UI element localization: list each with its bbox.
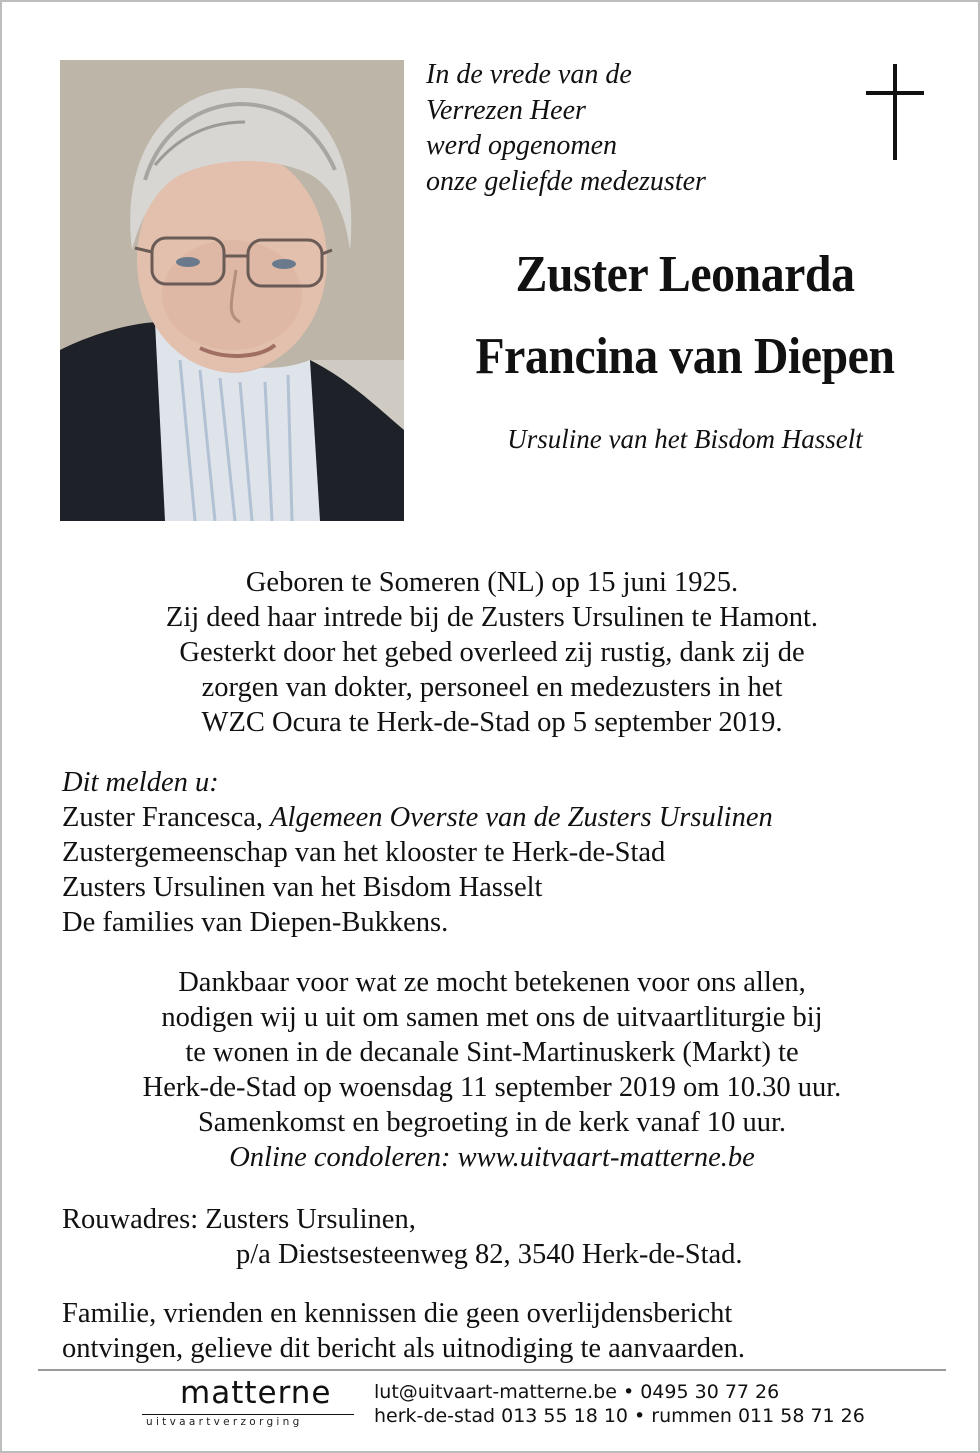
closing-line: Familie, vrienden en kennissen die geen overlijdensbericht — [62, 1298, 733, 1329]
footer-divider — [38, 1369, 946, 1371]
announcer-line: Zusters Ursulinen van het Bisdom Hasselt — [62, 872, 543, 903]
cross-icon — [866, 64, 924, 160]
biography — [38, 565, 946, 740]
announcer-line: De families van Diepen-Bukkens. — [62, 907, 449, 938]
announcer-title: Algemeen Overste van de Zusters Ursulinen — [270, 802, 773, 833]
biography-line: WZC Ocura te Herk-de-Stad op 5 september 2019. — [201, 707, 783, 738]
logo-underline — [142, 1414, 354, 1415]
name-line-2: Francina van Diepen — [475, 328, 895, 385]
funeral-line: nodigen wij u uit om samen met ons de uitvaartliturgie bij — [161, 1002, 823, 1033]
announcer-line: Zustergemeenschap van het klooster te Herk-de-Stad — [62, 837, 666, 868]
portrait-illustration — [60, 60, 404, 521]
matterne-logo — [142, 1375, 354, 1431]
announcers-heading: Dit melden u: — [62, 767, 219, 798]
logo-subtitle: uitvaartverzorging — [146, 1416, 303, 1428]
biography-line: Geboren te Someren (NL) op 15 juni 1925. — [245, 567, 739, 598]
intro-line: onze geliefde medezuster — [426, 165, 706, 197]
religious-order: Ursuline van het Bisdom Hasselt — [507, 424, 863, 454]
funeral-line: Samenkomst en begroeting in de kerk vanaf 10 uur. — [197, 1107, 787, 1138]
deceased-name — [402, 234, 968, 398]
biography-line: Gesterkt door het gebed overleed zij rustig, dank zij de — [179, 637, 805, 668]
biography-line: zorgen van dokter, personeel en medezusters in het — [201, 672, 783, 703]
address-line-1: Rouwadres: Zusters Ursulinen, — [62, 1204, 416, 1235]
biography-line: Zij deed haar intrede bij de Zusters Ursulinen te Hamont. — [165, 602, 819, 633]
online-condolence-link[interactable]: Online condoleren: www.uitvaart-matterne.be — [229, 1142, 755, 1173]
closing-note — [62, 1296, 942, 1366]
announcer-line — [62, 800, 942, 835]
intro-text — [426, 57, 706, 199]
contact-info — [374, 1380, 865, 1428]
name-line-1: Zuster Leonarda — [515, 246, 855, 303]
logo-wordmark: matterne — [180, 1375, 332, 1411]
contact-line-2: herk-de-stad 013 55 18 10 • rummen 011 58 71 26 — [374, 1405, 865, 1427]
mourning-address — [62, 1202, 942, 1272]
address-line-2: p/a Diestsesteenweg 82, 3540 Herk-de-Stad. — [236, 1239, 743, 1270]
contact-line-1[interactable]: lut@uitvaart-matterne.be • 0495 30 77 26 — [374, 1381, 780, 1403]
intro-line: In de vrede van de — [426, 59, 632, 90]
funeral-line: Dankbaar voor wat ze mocht betekenen voor ons allen, — [178, 967, 806, 998]
closing-line: ontvingen, gelieve dit bericht als uitnodiging te aanvaarden. — [62, 1333, 745, 1364]
funeral-line: Herk-de-Stad op woensdag 11 september 2019 om 10.30 uur. — [142, 1072, 842, 1103]
funeral-line: te wonen in de decanale Sint-Martinuskerk (Markt) te — [185, 1037, 799, 1068]
funeral-details — [38, 965, 946, 1175]
announcer-name: Zuster Francesca, — [62, 802, 263, 833]
announcers — [62, 765, 942, 940]
portrait-photo — [60, 60, 404, 521]
intro-line: werd opgenomen — [426, 130, 618, 161]
intro-line: Verrezen Heer — [426, 94, 586, 126]
